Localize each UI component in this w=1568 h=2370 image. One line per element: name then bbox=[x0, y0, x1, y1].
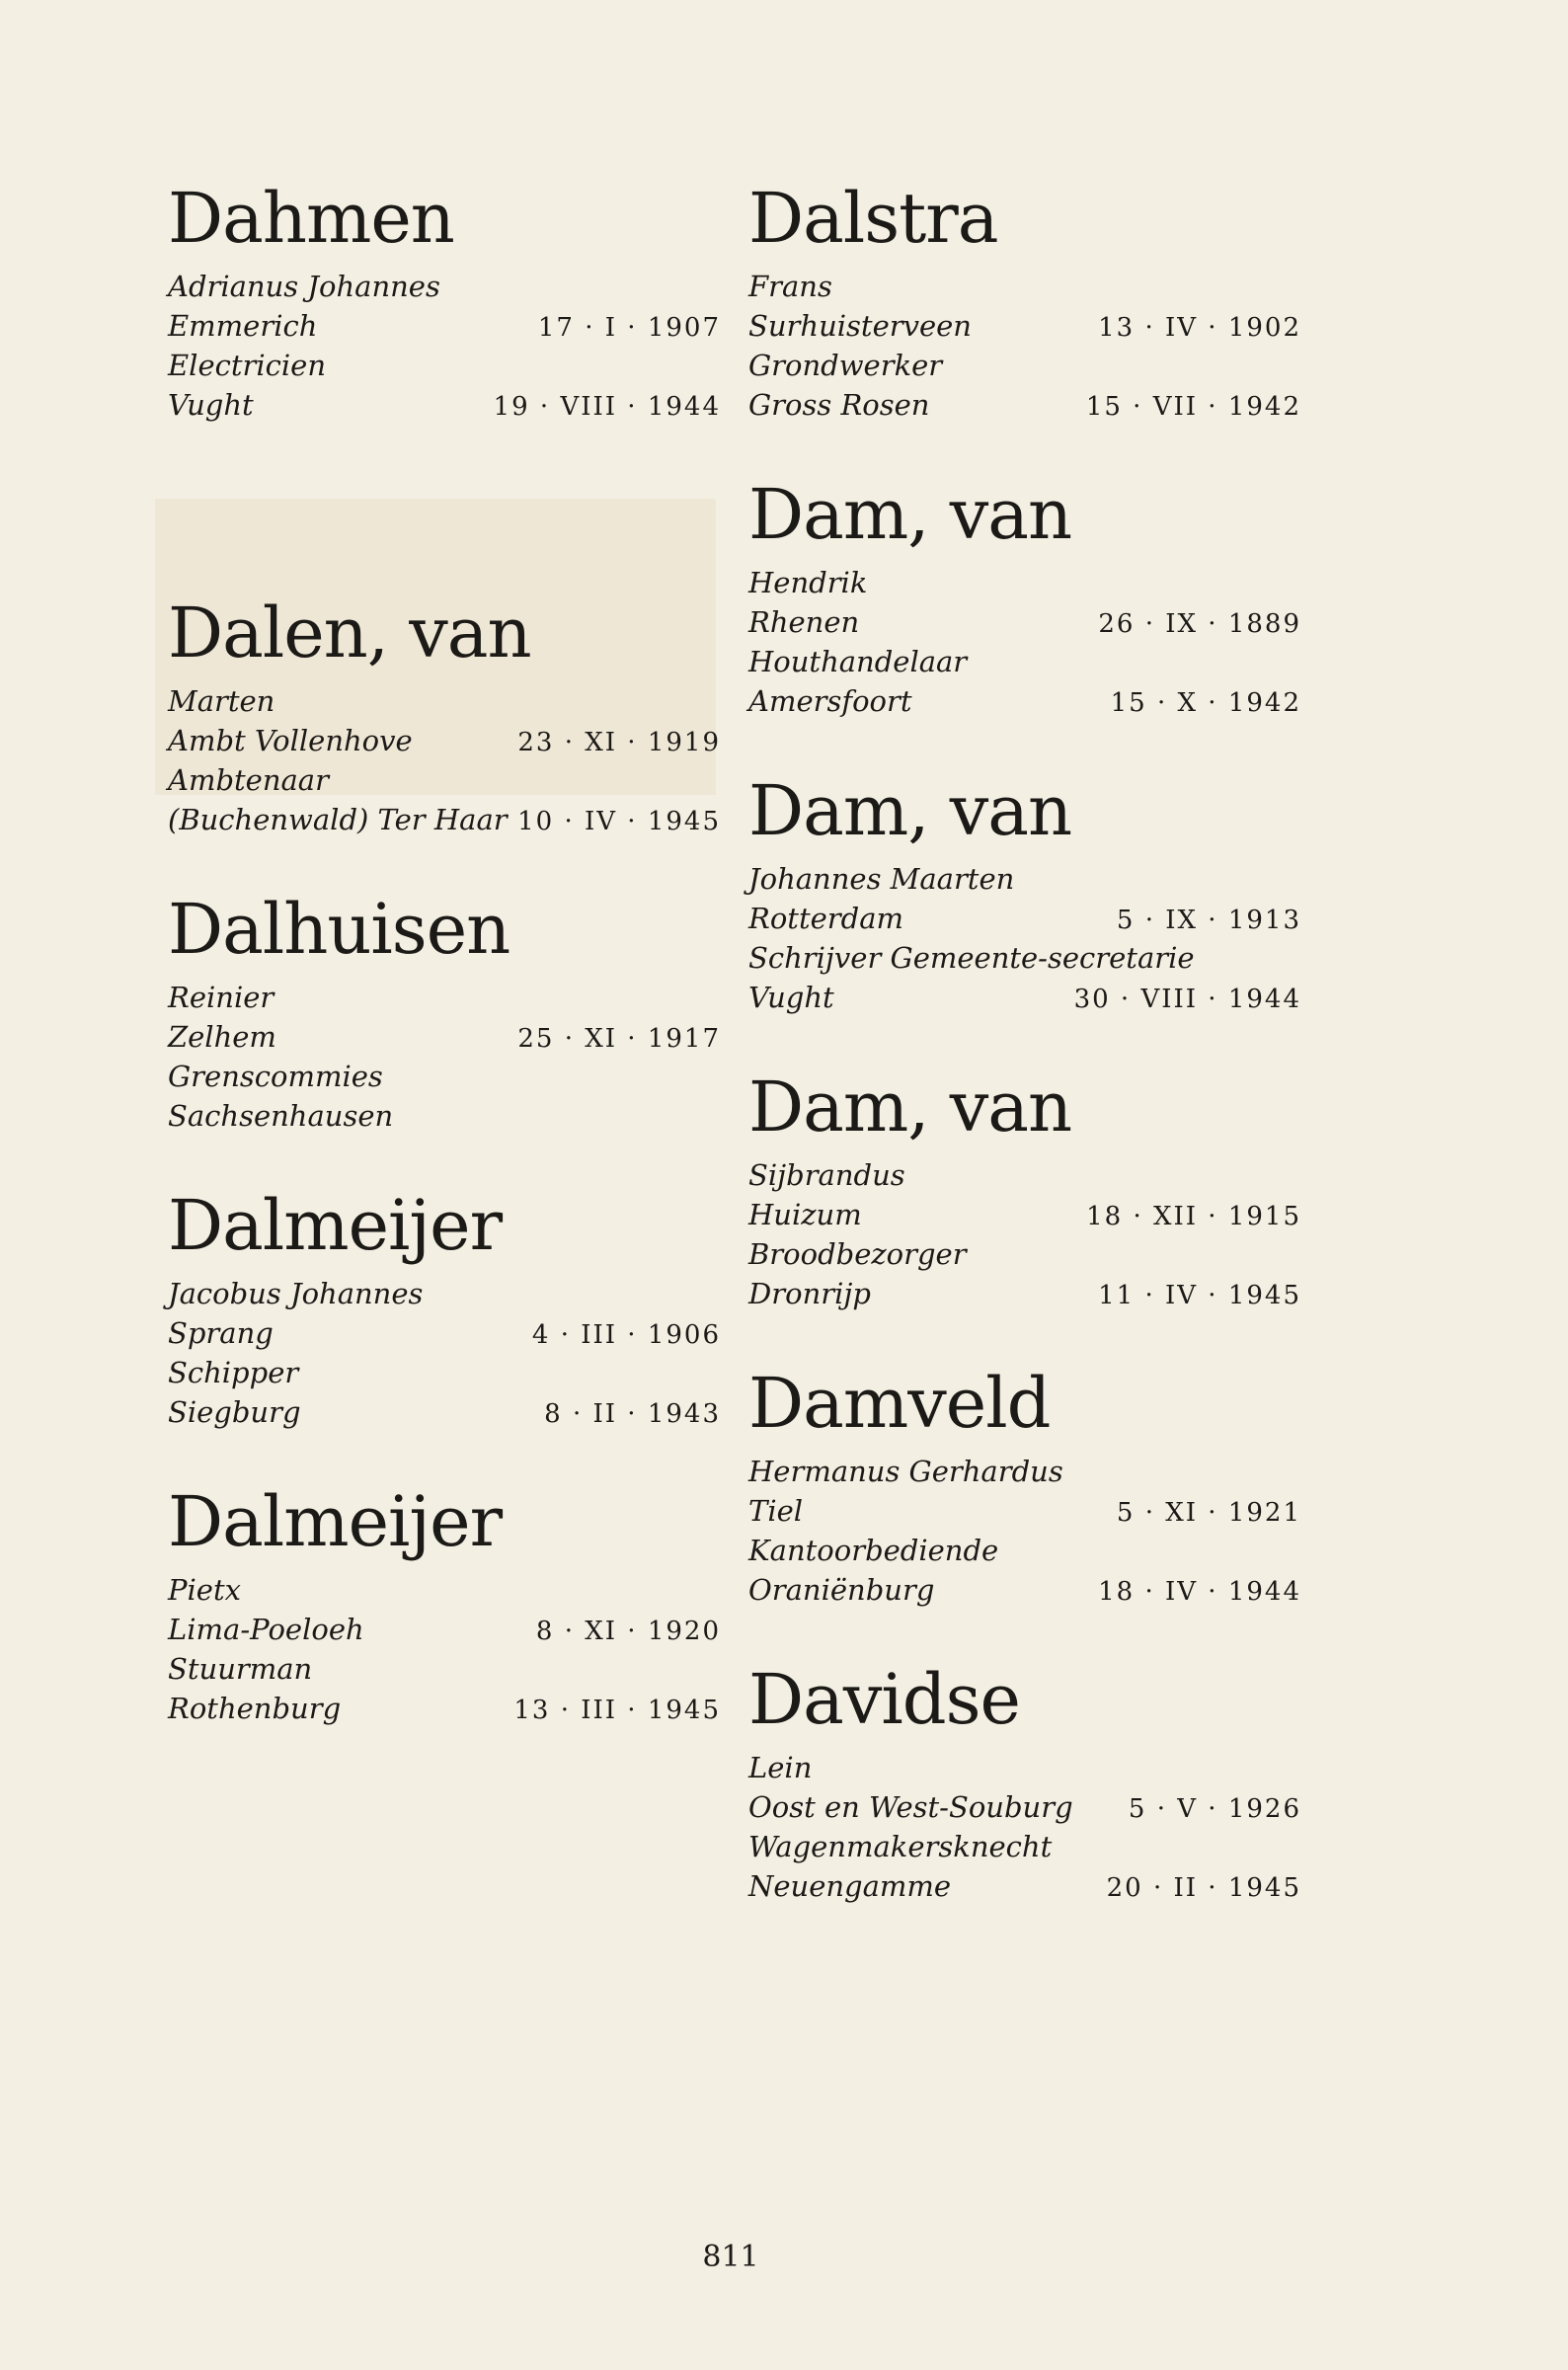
given-names: Pietx bbox=[168, 1573, 241, 1607]
occupation: Grondwerker bbox=[748, 349, 943, 382]
occupation: Broodbezorger bbox=[748, 1237, 967, 1271]
entry-row-death bbox=[748, 1866, 1301, 1906]
entry-row-birth bbox=[168, 1017, 721, 1057]
entry-row-given-names bbox=[168, 1274, 721, 1313]
entry bbox=[168, 879, 721, 1175]
birth-date: 5 · V · 1926 bbox=[1128, 1794, 1301, 1824]
birth-date: 26 · IX · 1889 bbox=[1098, 609, 1301, 639]
birth-date: 23 · XI · 1919 bbox=[517, 728, 721, 757]
occupation: Grenscommies bbox=[168, 1060, 383, 1093]
birth-place: Rhenen bbox=[748, 605, 860, 639]
birth-place: Rotterdam bbox=[748, 902, 903, 935]
occupation: Electricien bbox=[168, 349, 326, 382]
surname: Dam, van bbox=[748, 770, 1072, 851]
entry-row-birth bbox=[168, 721, 721, 760]
given-names: Lein bbox=[748, 1751, 813, 1784]
entry-row-occupation bbox=[748, 346, 1301, 385]
entry-row-given-names bbox=[168, 1570, 721, 1610]
death-date: 30 · VIII · 1944 bbox=[1073, 985, 1301, 1014]
death-date: 19 · VIII · 1944 bbox=[493, 392, 721, 422]
occupation: Schrijver Gemeente-secretarie bbox=[748, 941, 1195, 975]
death-place: Rothenburg bbox=[168, 1692, 342, 1725]
surname: Davidse bbox=[748, 1659, 1020, 1740]
death-place: Gross Rosen bbox=[748, 388, 930, 422]
entry bbox=[748, 464, 1301, 760]
entry-row-death bbox=[168, 1392, 721, 1432]
birth-date: 25 · XI · 1917 bbox=[517, 1024, 721, 1054]
death-date: 10 · IV · 1945 bbox=[517, 807, 721, 836]
entry bbox=[168, 583, 721, 879]
surname: Dalhuisen bbox=[168, 889, 510, 970]
entry-row-birth bbox=[748, 899, 1301, 938]
given-names: Sijbrandus bbox=[748, 1158, 905, 1192]
death-place: Oraniënburg bbox=[748, 1573, 935, 1607]
given-names: Johannes Maarten bbox=[748, 862, 1015, 896]
entry bbox=[168, 1471, 721, 1768]
birth-place: Tiel bbox=[748, 1494, 804, 1528]
entry-row-occupation bbox=[168, 1649, 721, 1689]
entry-row-death bbox=[748, 385, 1301, 425]
given-names: Hendrik bbox=[748, 566, 868, 599]
left-column bbox=[168, 168, 721, 1768]
birth-place: Surhuisterveen bbox=[748, 309, 972, 343]
surname: Dalmeijer bbox=[168, 1185, 503, 1266]
entry-row-occupation bbox=[748, 642, 1301, 681]
entry-row-given-names bbox=[748, 1155, 1301, 1195]
entry-row-occupation bbox=[168, 346, 721, 385]
given-names: Jacobus Johannes bbox=[168, 1277, 424, 1310]
birth-place: Lima-Poeloeh bbox=[168, 1613, 364, 1646]
given-names: Reinier bbox=[168, 981, 274, 1014]
entry-row-given-names bbox=[748, 1452, 1301, 1491]
occupation: Kantoorbediende bbox=[748, 1534, 999, 1567]
birth-place: Emmerich bbox=[168, 309, 318, 343]
entry bbox=[168, 1175, 721, 1471]
entry-row-death bbox=[168, 800, 721, 839]
birth-date: 17 · I · 1907 bbox=[537, 313, 721, 343]
entry-row-occupation bbox=[748, 1531, 1301, 1570]
given-names: Adrianus Johannes bbox=[168, 270, 440, 303]
entry-row-given-names bbox=[748, 267, 1301, 306]
given-names: Frans bbox=[748, 270, 832, 303]
death-date: 18 · IV · 1944 bbox=[1098, 1577, 1301, 1607]
entry-row-birth bbox=[748, 1195, 1301, 1234]
occupation: Ambtenaar bbox=[168, 763, 329, 797]
entry bbox=[748, 760, 1301, 1057]
birth-date: 8 · XI · 1920 bbox=[535, 1617, 721, 1646]
entry-row-occupation bbox=[168, 1057, 721, 1096]
birth-place: Zelhem bbox=[168, 1020, 276, 1054]
death-date: 8 · II · 1943 bbox=[544, 1399, 721, 1429]
surname: Damveld bbox=[748, 1363, 1051, 1444]
death-place: Vught bbox=[168, 388, 254, 422]
entry-row-death bbox=[748, 681, 1301, 721]
entry-row-given-names bbox=[168, 681, 721, 721]
entry-row-occupation bbox=[168, 1353, 721, 1392]
death-date: 11 · IV · 1945 bbox=[1098, 1281, 1301, 1310]
entry-row-death bbox=[168, 1689, 721, 1728]
death-place: Vught bbox=[748, 981, 834, 1014]
entry-row-birth bbox=[748, 306, 1301, 346]
entry-row-death bbox=[748, 1274, 1301, 1313]
entry-row-death bbox=[748, 1570, 1301, 1610]
entry-row-given-names bbox=[748, 859, 1301, 899]
entry-row-given-names bbox=[168, 267, 721, 306]
entry-row-occupation bbox=[748, 938, 1301, 978]
entry-row-occupation bbox=[748, 1234, 1301, 1274]
death-place: Sachsenhausen bbox=[168, 1099, 394, 1133]
entry-row-given-names bbox=[748, 563, 1301, 602]
birth-date: 18 · XII · 1915 bbox=[1086, 1202, 1301, 1231]
surname: Dalen, van bbox=[168, 592, 531, 673]
occupation: Houthandelaar bbox=[748, 645, 968, 678]
surname: Dahmen bbox=[168, 178, 454, 259]
entry bbox=[168, 168, 721, 464]
entry-row-birth bbox=[748, 602, 1301, 642]
occupation: Schipper bbox=[168, 1356, 299, 1389]
entry-row-death bbox=[168, 385, 721, 425]
death-place: Amersfoort bbox=[748, 684, 912, 718]
entry bbox=[748, 168, 1301, 464]
entry-row-birth bbox=[168, 1313, 721, 1353]
page-number: 811 bbox=[702, 2240, 759, 2274]
death-place: Siegburg bbox=[168, 1395, 301, 1429]
surname: Dam, van bbox=[748, 474, 1072, 555]
surname: Dam, van bbox=[748, 1066, 1072, 1147]
entry bbox=[748, 1649, 1301, 1945]
birth-place: Sprang bbox=[168, 1316, 274, 1350]
surname: Dalstra bbox=[748, 178, 998, 259]
given-names: Marten bbox=[168, 684, 275, 718]
birth-place: Huizum bbox=[748, 1198, 862, 1231]
entry-row-death bbox=[168, 1096, 721, 1136]
right-column bbox=[748, 168, 1301, 1945]
death-place: Dronrijp bbox=[748, 1277, 871, 1310]
birth-date: 13 · IV · 1902 bbox=[1098, 313, 1301, 343]
death-date: 20 · II · 1945 bbox=[1106, 1873, 1301, 1903]
entry-row-birth bbox=[748, 1491, 1301, 1531]
entry-row-birth bbox=[168, 1610, 721, 1649]
entry bbox=[748, 1057, 1301, 1353]
given-names: Hermanus Gerhardus bbox=[748, 1455, 1063, 1488]
death-place: Neuengamme bbox=[748, 1869, 952, 1903]
entry-row-death bbox=[748, 978, 1301, 1017]
death-date: 13 · III · 1945 bbox=[513, 1696, 721, 1725]
birth-place: Ambt Vollenhove bbox=[168, 724, 413, 757]
death-date: 15 · X · 1942 bbox=[1110, 688, 1301, 718]
occupation: Stuurman bbox=[168, 1652, 313, 1686]
surname: Dalmeijer bbox=[168, 1481, 503, 1562]
entry-row-birth bbox=[748, 1787, 1301, 1827]
birth-place: Oost en West-Souburg bbox=[748, 1790, 1073, 1824]
birth-date: 4 · III · 1906 bbox=[531, 1320, 721, 1350]
entry-row-occupation bbox=[748, 1827, 1301, 1866]
entry-row-given-names bbox=[748, 1748, 1301, 1787]
entry bbox=[748, 1353, 1301, 1649]
entry-row-occupation bbox=[168, 760, 721, 800]
occupation: Wagenmakersknecht bbox=[748, 1830, 1053, 1863]
death-place: (Buchenwald) Ter Haar bbox=[168, 803, 508, 836]
birth-date: 5 · IX · 1913 bbox=[1116, 906, 1301, 935]
entry-row-given-names bbox=[168, 978, 721, 1017]
birth-date: 5 · XI · 1921 bbox=[1116, 1498, 1301, 1528]
death-date: 15 · VII · 1942 bbox=[1085, 392, 1301, 422]
entry-row-birth bbox=[168, 306, 721, 346]
